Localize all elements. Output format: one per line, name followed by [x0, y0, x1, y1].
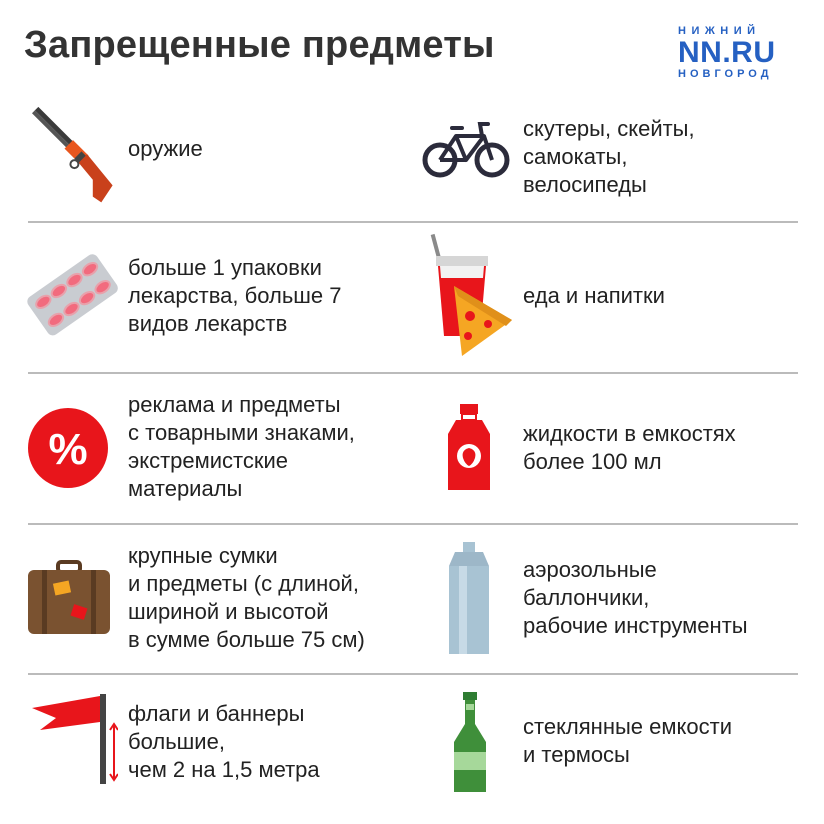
- aerosol-icon: [445, 540, 493, 656]
- page-title: Запрещенные предметы: [24, 24, 495, 66]
- shotgun-icon: [28, 95, 118, 205]
- bicycle-icon: [422, 118, 510, 182]
- pill-blister-icon: [22, 248, 122, 340]
- glass-bottle-icon: [452, 690, 488, 794]
- bottle-icon: [446, 402, 492, 494]
- percent-icon: [28, 408, 108, 488]
- drink-pizza-icon: [430, 232, 514, 356]
- item-label-ads: реклама и предметы с товарными знаками, экстремистские материалы: [128, 392, 355, 501]
- row-divider: [28, 673, 798, 675]
- logo-main: NN.RU: [678, 36, 776, 69]
- row-divider: [28, 523, 798, 525]
- item-label-weapons: оружие: [128, 136, 203, 161]
- svg-text:%: %: [48, 425, 88, 474]
- logo-top: НИЖНИЙ: [678, 25, 761, 37]
- item-label-glass: стеклянные емкости и термосы: [523, 714, 732, 767]
- row-divider: [28, 372, 798, 374]
- suitcase-icon: [26, 560, 112, 636]
- item-label-food: еда и напитки: [523, 283, 665, 308]
- item-label-bikes: скутеры, скейты, самокаты, велосипеды: [523, 116, 695, 197]
- flag-icon: [28, 690, 118, 784]
- item-label-bags: крупные сумки и предметы (с длиной, шириной и высотой в сумме больше 75 см): [128, 543, 365, 652]
- row-divider: [28, 221, 798, 223]
- item-label-flags: флаги и баннеры большие, чем 2 на 1,5 метра: [128, 701, 320, 782]
- item-label-aerosols: аэрозольные баллончики, рабочие инструменты: [523, 557, 748, 638]
- logo: [678, 26, 788, 80]
- logo-bottom: НОВГОРОД: [678, 68, 773, 80]
- item-label-medicine: больше 1 упаковки лекарства, больше 7 видов лекарств: [128, 255, 342, 336]
- item-label-liquids: жидкости в емкостях более 100 мл: [523, 421, 736, 474]
